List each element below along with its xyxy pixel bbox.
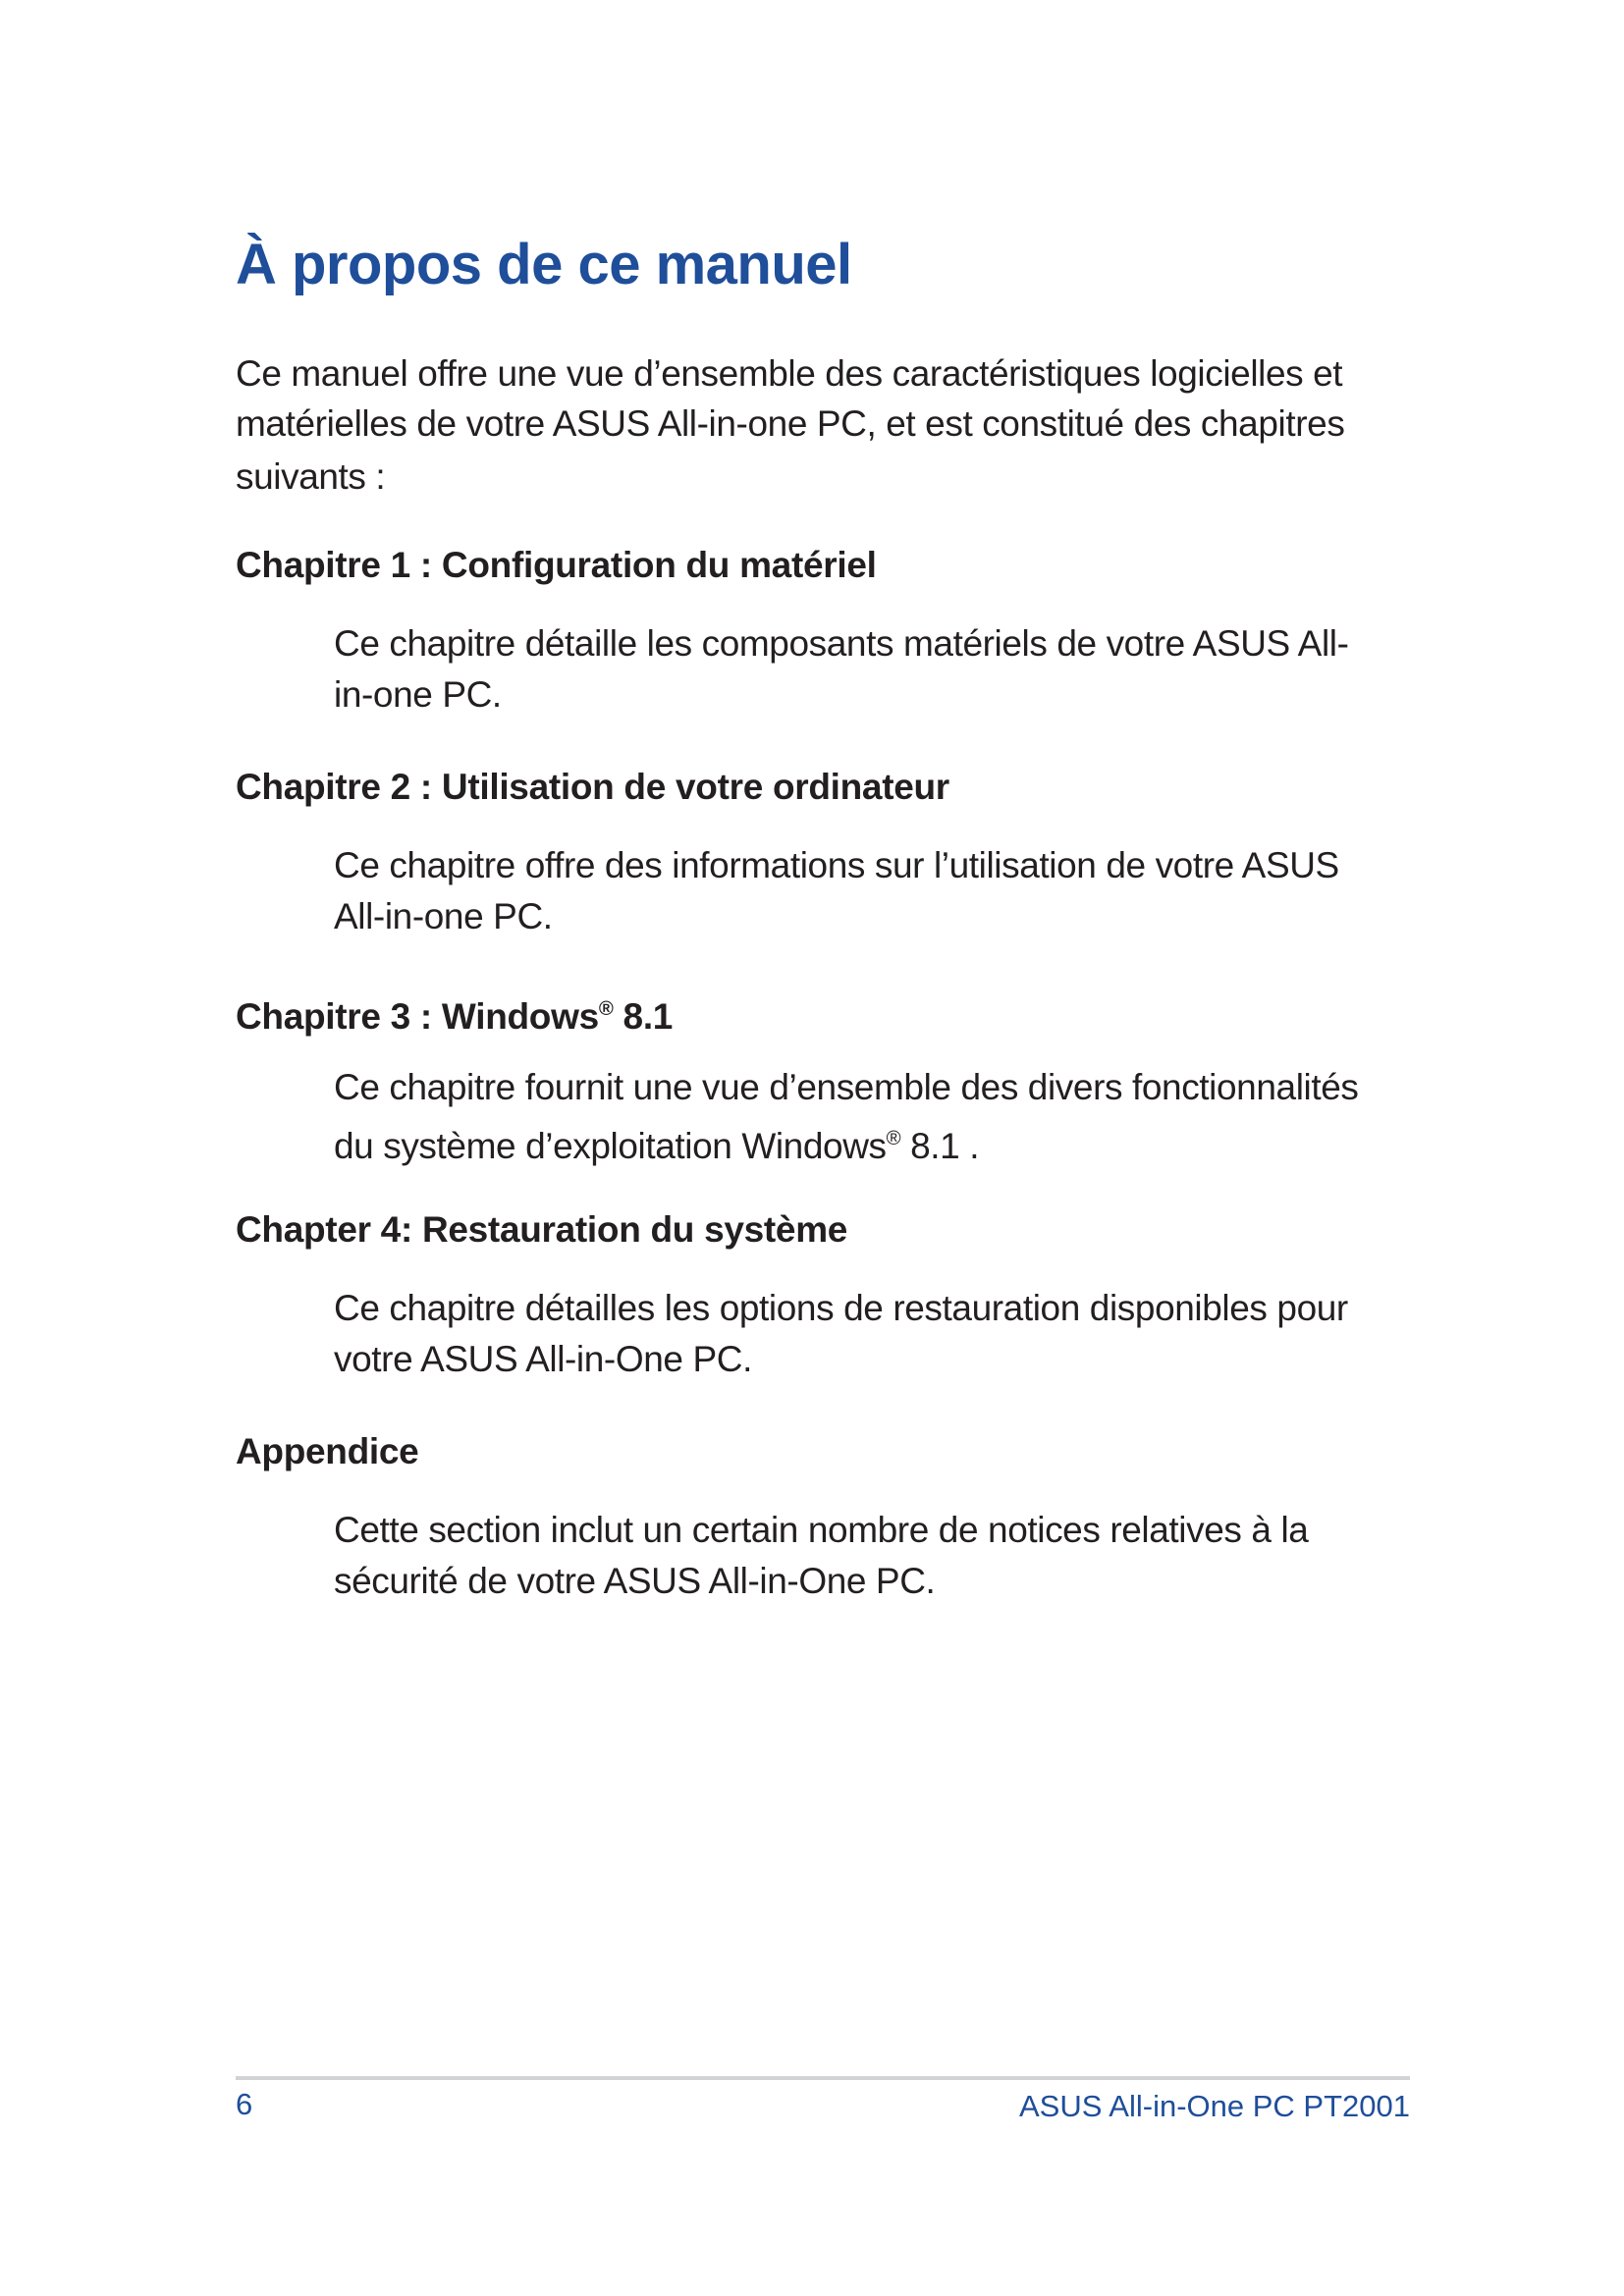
- section-heading-chapter-4: Chapter 4: Restauration du système: [236, 1209, 848, 1250]
- page-number: 6: [236, 2087, 253, 2121]
- section-body-line: Ce chapitre fournit une vue d’ensemble des divers fonctionnalités: [334, 1067, 1359, 1107]
- intro-line: suivants :: [236, 456, 386, 497]
- section-body-line: All-in-one PC.: [334, 896, 553, 936]
- body-text: 8.1 .: [900, 1126, 980, 1167]
- footer-product-name: ASUS All-in-One PC PT2001: [1018, 2089, 1410, 2123]
- section-body-chapter-2: [334, 840, 1424, 942]
- section-body-line: Ce chapitre détailles les options de restauration disponibles pour: [334, 1288, 1348, 1328]
- intro-paragraph: [236, 348, 1414, 502]
- section-body-line: Cette section inclut un certain nombre de notices relatives à la: [334, 1510, 1309, 1550]
- page-title: À propos de ce manuel: [236, 233, 852, 296]
- section-body-line: [334, 1113, 1424, 1172]
- intro-line: Ce manuel offre une vue d’ensemble des caractéristiques logicielles et: [236, 353, 1343, 394]
- section-body-chapter-1: [334, 618, 1424, 721]
- footer-divider: [236, 2076, 1410, 2080]
- section-body-appendix: [334, 1505, 1424, 1607]
- section-body-line: votre ASUS All-in-One PC.: [334, 1339, 752, 1379]
- section-body-chapter-4: [334, 1283, 1424, 1385]
- section-body-line: Ce chapitre détaille les composants matériels de votre ASUS All-: [334, 623, 1349, 664]
- section-body-line: Ce chapitre offre des informations sur l’utilisation de votre ASUS: [334, 845, 1339, 885]
- section-heading-chapter-2: Chapitre 2 : Utilisation de votre ordinateur: [236, 767, 949, 807]
- registered-mark: ®: [598, 998, 614, 1020]
- section-body-line: sécurité de votre ASUS All-in-One PC.: [334, 1561, 936, 1601]
- section-heading-appendix: Appendice: [236, 1431, 419, 1471]
- body-text: du système d’exploitation Windows: [334, 1126, 887, 1167]
- section-body-line: in-one PC.: [334, 674, 502, 715]
- section-body-chapter-3: [334, 1062, 1424, 1172]
- section-heading-chapter-1: Chapitre 1 : Configuration du matériel: [236, 545, 877, 585]
- heading-text: 8.1: [613, 996, 674, 1038]
- registered-mark: ®: [886, 1128, 901, 1149]
- heading-text: Chapitre 3 : Windows: [236, 996, 599, 1038]
- section-heading-chapter-3: [236, 987, 673, 1040]
- intro-line: matérielles de votre ASUS All-in-one PC, et est constitué des chapitres: [236, 403, 1345, 444]
